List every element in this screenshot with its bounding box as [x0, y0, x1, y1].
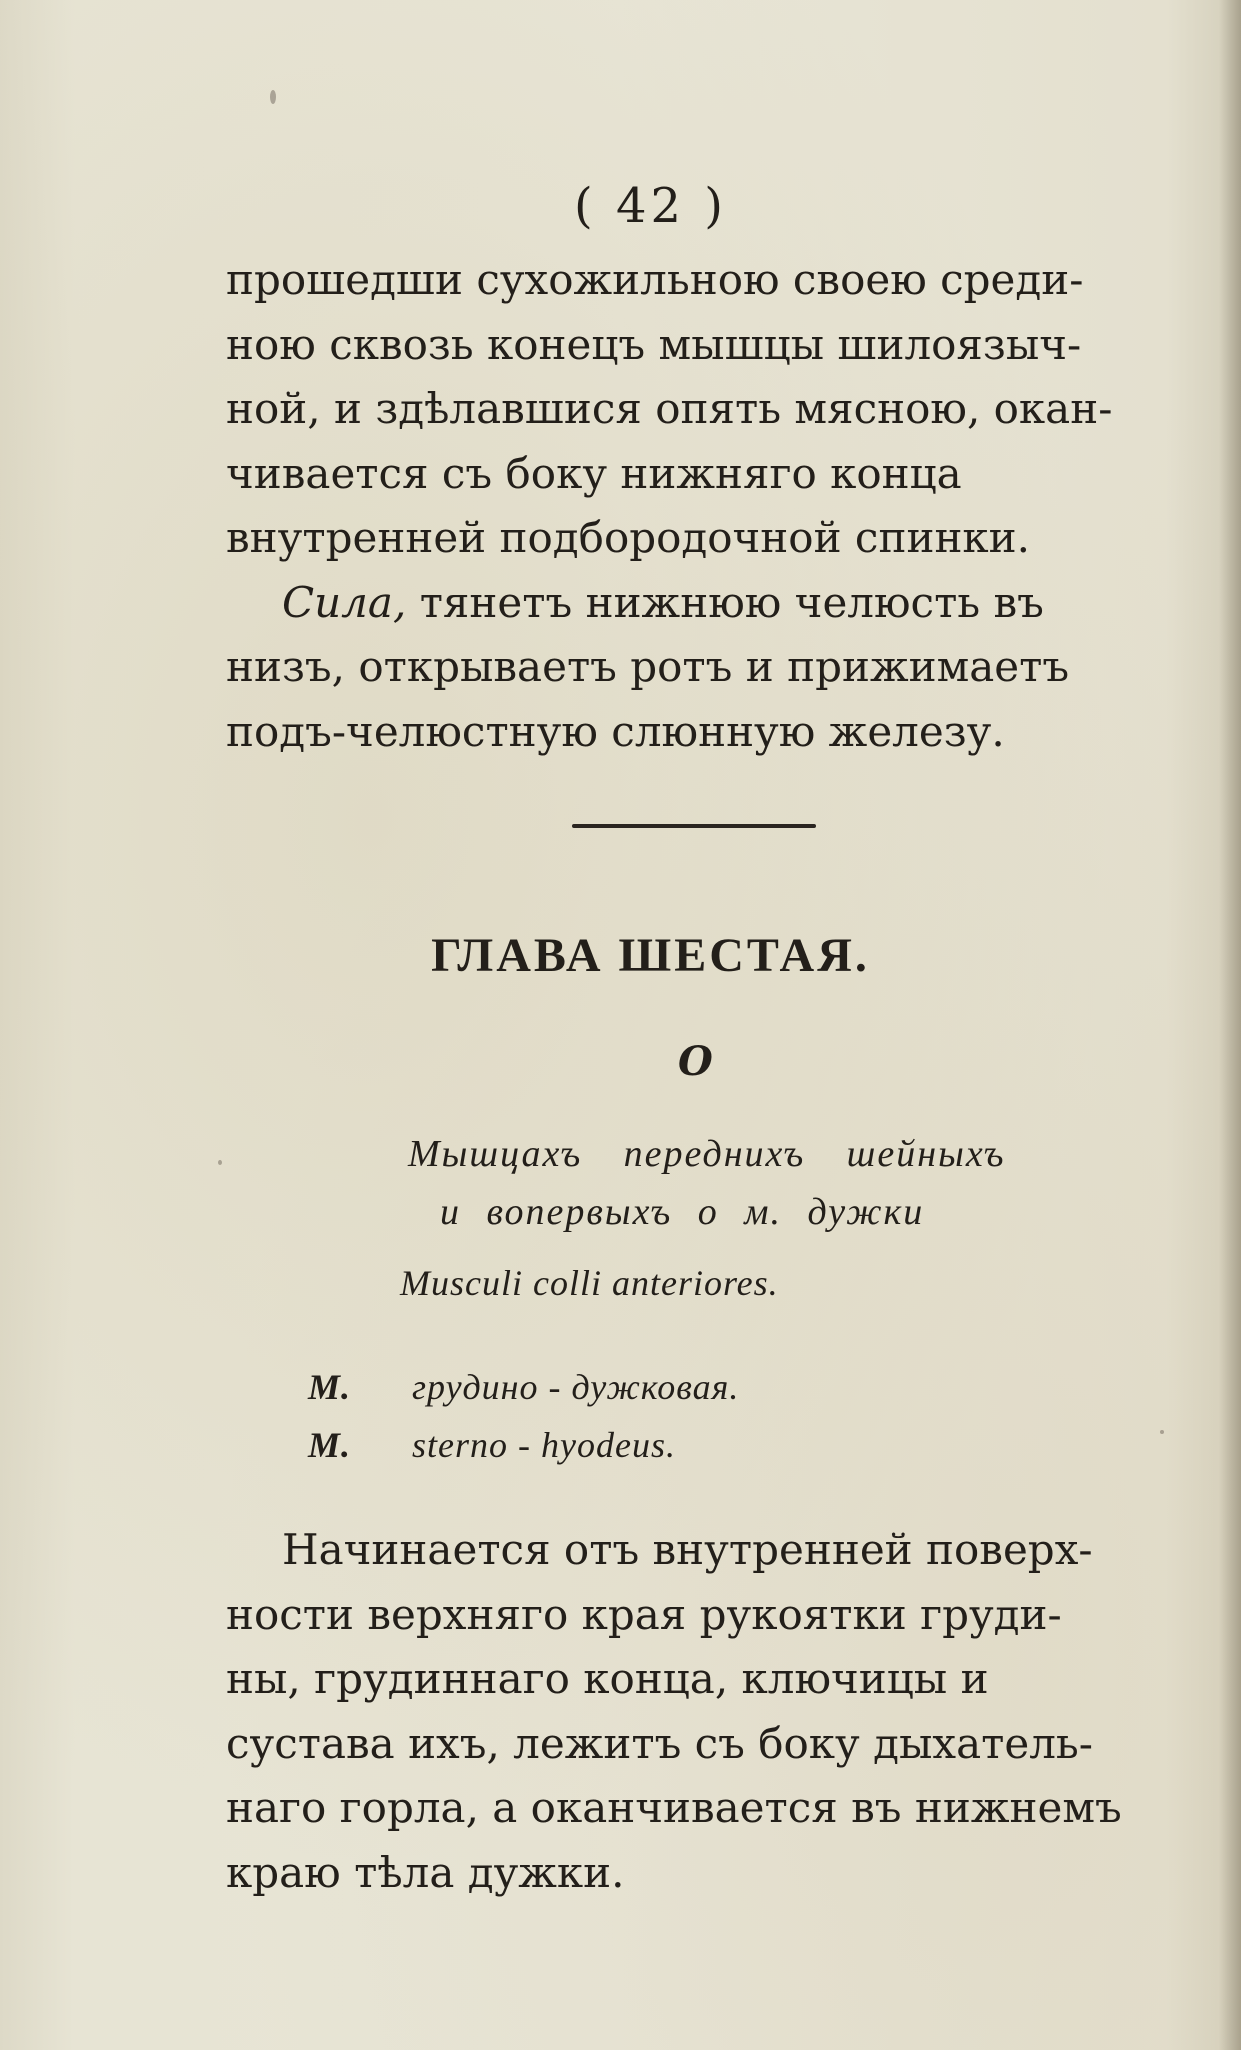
text-line: наго горла, а оканчивается въ нижнемъ: [226, 1783, 1122, 1832]
muscle-name: sterno - hyodeus.: [412, 1425, 676, 1465]
text-line: прошедши сухожильною своею среди-: [226, 255, 1084, 304]
text-line: сустава ихъ, лежитъ съ боку дыхатель-: [226, 1718, 1093, 1768]
text-line: чивается съ боку нижняго конца: [226, 448, 962, 498]
page-edge-shadow: [1219, 0, 1241, 2050]
muscle-name-russian: [308, 1366, 739, 1408]
chapter-subtitle-line2: и вопервыхъ о м. дужки: [440, 1191, 925, 1233]
text-line: [226, 1518, 1166, 1583]
text-line: подъ-челюстную слюнную железу.: [226, 706, 1005, 756]
text-line-rest: Начинается отъ внутренней поверх-: [282, 1525, 1093, 1574]
paragraph-continuation: [226, 248, 1166, 764]
chapter-subtitle-line1: Мышцахъ переднихъ шейныхъ: [408, 1133, 1006, 1175]
paper-speck: [1160, 1430, 1164, 1434]
sila-heading: Сила,: [282, 577, 407, 627]
text-line: ны, грудиннаго конца, ключицы и: [226, 1654, 989, 1703]
chapter-preposition: О: [678, 1038, 713, 1085]
page-number: ( 42 ): [573, 178, 728, 234]
text-line: [226, 571, 1166, 636]
muscle-abbr: М.: [308, 1367, 352, 1407]
paper-speck: [270, 90, 276, 104]
muscle-name: грудино - дужковая.: [412, 1367, 740, 1407]
text-line: ной, и здѣлавшися опять мясною, окан-: [226, 384, 1113, 433]
paragraph-description: [226, 1518, 1166, 1905]
text-line: краю тѣла дужки.: [226, 1847, 625, 1897]
paper-speck: [218, 1160, 222, 1165]
chapter-title: ГЛАВА ШЕСТАЯ.: [431, 929, 870, 982]
muscle-abbr: M.: [308, 1425, 352, 1465]
chapter-latin-title: Musculi colli anteriores.: [400, 1263, 779, 1303]
text-line-rest: тянетъ нижнюю челюсть въ: [419, 577, 1044, 627]
text-line: низъ, открываетъ ротъ и прижимаетъ: [226, 642, 1070, 691]
text-line: внутренней подбородочной спинки.: [226, 513, 1031, 562]
muscle-name-latin: [308, 1424, 676, 1466]
text-line: ности верхняго края рукоятки груди-: [226, 1589, 1062, 1639]
section-divider: [572, 824, 816, 828]
text-line: ною сквозь конецъ мышцы шилоязыч-: [226, 319, 1082, 369]
